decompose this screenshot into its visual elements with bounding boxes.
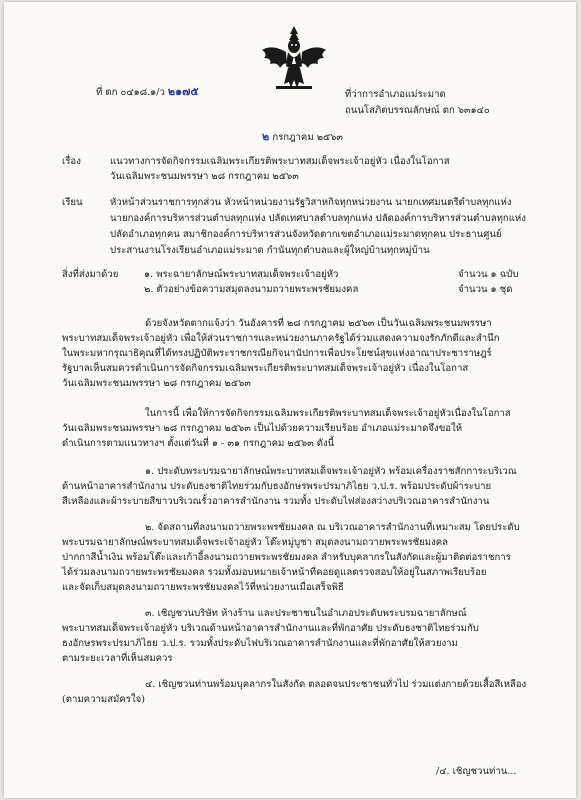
item2-line-4: ได้ร่วมลงนามถวายพระพรชัยมงคล รวมทั้งมอบหมายเจ้าหน้าที่คอยดูแลตรวจสอบให้อยู่ในสภาพเรียบร้อย [62, 567, 487, 578]
item1-line-3: สีเหลืองและผ้าระบายสีขาวบริเวณรั้วอาคารสำนักงาน รวมทั้ง ประดับไฟส่องสว่างบริเวณอาคารสำนักงาน [62, 496, 490, 507]
recipient-label: เรียน [62, 197, 83, 208]
para2-line-2: วันเฉลิมพระชนมพรรษา ๒๘ กรกฎาคม ๒๕๖๓ เป็นไปด้วยความเรียบร้อย อำเภอแม่ระมาดจึงขอให้ [62, 423, 463, 434]
document-page [4, 2, 576, 798]
para2-line-1: ในการนี้ เพื่อให้การจัดกิจกรรมเฉลิมพระเกียรติพระบาทสมเด็จพระเจ้าอยู่หัวเนื่องในโอกาส [145, 408, 511, 419]
item4-line-1: ๔. เชิญชวนท่านพร้อมบุคลากรในสังกัด ตลอดจนประชาชนทั่วไป ร่วมแต่งกายด้วยเสื้อสีเหลือง [145, 679, 527, 690]
date-month-year: กรกฎาคม ๒๕๖๓ [272, 132, 343, 143]
recipient-line-4: ประสานงานโรงเรียนอำเภอแม่ระมาด กำนันทุกตำบลและผู้ใหญ่บ้านทุกหมู่บ้าน [110, 245, 430, 256]
para1-line-2: พระบาทสมเด็จพระเจ้าอยู่หัว เพื่อให้ส่วนราชการและหน่วยงานภาครัฐได้ร่วมแสดงความจงรักภักดีและสำนึก [62, 333, 500, 344]
enclosures-label: สิ่งที่ส่งมาด้วย [62, 269, 119, 280]
item3-line-4: ตามระยะเวลาที่เห็นสมควร [62, 653, 173, 664]
item4-line-2: (ตามความสมัครใจ) [62, 694, 145, 705]
date-handwritten: ๒ [262, 130, 270, 143]
office-address-line2: ถนนโสภิตบรรณลักษณ์ ตก ๖๓๑๔๐ [345, 105, 490, 116]
item3-line-1: ๓. เชิญชวนบริษัท ห้างร้าน และประชาชนในอำเภอประดับพระบรมฉายาลักษณ์ [145, 608, 467, 619]
subject-line-2: วันเฉลิมพระชนมพรรษา ๒๘ กรกฎาคม ๒๕๖๓ [110, 171, 299, 182]
item2-line-1: ๒. จัดสถานที่ลงนามถวายพระพรชัยมงคล ณ บริเวณอาคารสำนักงานที่เหมาะสม โดยประดับ [145, 522, 520, 533]
item3-line-2: พระบาทสมเด็จพระเจ้าอยู่หัว บริเวณด้านหน้าอาคารสำนักงานและที่พักอาศัย ประดับธงชาติไทยร่วมกับ [62, 623, 479, 634]
subject-line-1: แนวทางการจัดกิจกรรมเฉลิมพระเกียรติพระบาทสมเด็จพระเจ้าอยู่หัว เนื่องในโอกาส [110, 156, 450, 167]
doc-number-value: ๐๔๑๘.๑/ว [120, 87, 165, 98]
item1-line-2: ด้านหน้าอาคารสำนักงาน ประดับธงชาติไทยร่วมกับธงอักษรพระปรมาภิไธย ว.ป.ร. พร้อมประดับผ้าระบาย [62, 481, 492, 492]
para1-line-1: ด้วยจังหวัดตากแจ้งว่า วันอังคารที่ ๒๘ กรกฎาคม ๒๕๖๓ เป็นวันเฉลิมพระชนมพรรษา [145, 318, 492, 329]
enclosure-item-1-qty: จำนวน ๑ ฉบับ [458, 269, 519, 280]
enclosure-item-1: ๑. พระฉายาลักษณ์พระบาทสมเด็จพระเจ้าอยู่หัว [144, 269, 339, 280]
recipient-line-3: ปลัดอำเภอทุกคน สมาชิกองค์การบริหารส่วนจังหวัดตากเขตอำเภอแม่ระมาดทุกคน ประธานศูนย์ [110, 229, 502, 240]
doc-number-label: ที่ ตก [96, 87, 118, 98]
para1-line-5: วันเฉลิมพระชนมพรรษา ๒๘ กรกฎาคม ๒๕๖๓ [62, 378, 251, 389]
para2-line-3: ดำเนินการตามแนวทางฯ ตั้งแต่วันที่ ๑ - ๓๑ กรกฎาคม ๒๕๖๓ ดังนี้ [62, 438, 335, 449]
doc-number-handwritten: ๒๑๗๕ [167, 85, 199, 98]
recipient-line-1: หัวหน้าส่วนราชการทุกส่วน หัวหน้าหน่วยงานรัฐวิสาหกิจทุกหน่วยงาน นายกเทศมนตรีตำบลทุกแห่ง [110, 197, 512, 208]
para1-line-4: รัฐบาลเห็นสมควรดำเนินการจัดกิจกรรมเฉลิมพระเกียรติพระบาทสมเด็จพระเจ้าอยู่หัว เนื่องในโอกาส [62, 363, 469, 374]
document-date [262, 130, 343, 144]
item2-line-3: ปากกาสีน้ำเงิน พร้อมโต๊ะและเก้าอี้ลงนามถวายพระพรชัยมงคล สำหรับบุคลากรในสังกัดและผู้มาติดต่อราชการ [62, 552, 511, 563]
enclosure-item-2: ๒. ตัวอย่างข้อความสมุดลงนามถวายพระพรชัยมงคล [144, 284, 359, 295]
document-number [96, 85, 199, 99]
item2-line-2: พระบรมฉายาลักษณ์พระบาทสมเด็จพระเจ้าอยู่หัว โต๊ะหมู่บูชา สมุดลงนามถวายพระพรชัยมงคล [62, 537, 449, 548]
recipient-line-2: นายกองค์การบริหารส่วนตำบลทุกแห่ง ปลัดเทศบาลตำบลทุกแห่ง ปลัดองค์การบริหารส่วนตำบลทุกแห่ง [110, 213, 526, 224]
continuation-marker: /๔. เชิญชวนท่าน... [436, 766, 517, 777]
para1-line-3: ในพระมหากรุณาธิคุณที่ได้ทรงปฏิบัติพระราชกรณียกิจนานัปการเพื่อประโยชน์สุขแห่งอาณาประชาราษฎร์ [62, 348, 492, 359]
item2-line-5: และจัดเก็บสมุดลงนามถวายพระพรชัยมงคลไว้ที่หน่วยงานเมื่อเสร็จพิธี [62, 582, 344, 593]
office-address-line1: ที่ว่าการอำเภอแม่ระมาด [345, 89, 446, 100]
enclosure-item-2-qty: จำนวน ๑ ชุด [458, 284, 513, 295]
subject-label: เรื่อง [62, 156, 81, 167]
item1-line-1: ๑. ประดับพระบรมฉายาลักษณ์พระบาทสมเด็จพระเจ้าอยู่หัว พร้อมเครื่องราชสักการะบริเวณ [145, 466, 517, 477]
item3-line-3: ธงอักษรพระปรมาภิไธย ว.ป.ร. รวมทั้งประดับไฟบริเวณอาคารสำนักงานและที่พักอาศัยให้สวยงาม [62, 638, 458, 649]
garuda-emblem-icon [258, 22, 330, 94]
